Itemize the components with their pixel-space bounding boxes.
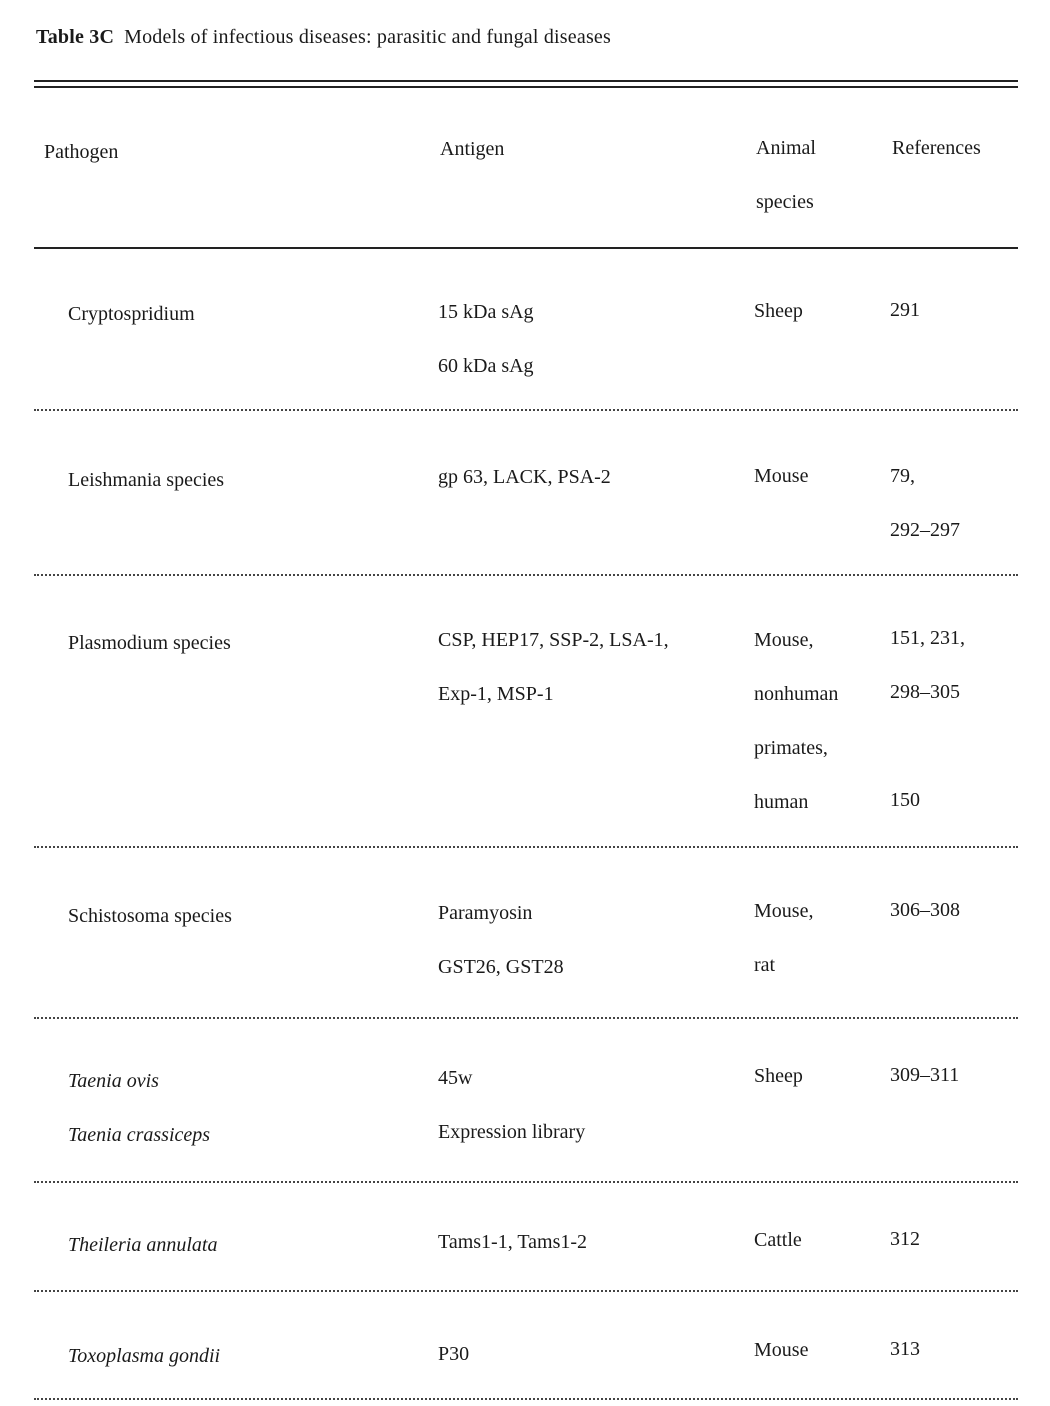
- species-text: Sheep: [754, 1065, 803, 1087]
- row-divider: [34, 1017, 1018, 1019]
- pathogen-name: Leishmania species: [68, 469, 225, 491]
- reference-text: 79,: [890, 465, 915, 487]
- header-species-line1: Animal: [756, 137, 816, 159]
- species-text: Mouse,: [754, 629, 814, 651]
- row-toxoplasma-species: [754, 1323, 884, 1377]
- species-text: nonhuman: [754, 683, 839, 705]
- header-rule: [34, 247, 1018, 249]
- table-title: Models of infectious diseases: parasitic and fungal diseases: [124, 26, 611, 48]
- row-cryptospridium-references: [890, 283, 1030, 337]
- antigen-text: CSP, HEP17, SSP-2, LSA-1,: [438, 629, 669, 651]
- table-caption: [36, 26, 611, 49]
- reference-text: 298–305: [890, 681, 960, 703]
- row-theileria-antigen: [438, 1215, 748, 1269]
- header-antigen: Antigen: [440, 138, 505, 160]
- antigen-text: 15 kDa sAg: [438, 301, 534, 323]
- row-leishmania-pathogen: [68, 453, 418, 507]
- pathogen-name: Taenia ovis: [68, 1070, 159, 1092]
- pathogen-name: Toxoplasma gondii: [68, 1345, 221, 1367]
- row-taenia-references: [890, 1048, 1030, 1102]
- row-schistosoma-pathogen: [68, 889, 418, 943]
- reference-text: 313: [890, 1338, 920, 1360]
- reference-spacer: [890, 719, 1030, 773]
- antigen-text: Exp-1, MSP-1: [438, 683, 554, 705]
- row-leishmania-antigen: [438, 450, 748, 504]
- top-rule-lower: [34, 86, 1018, 88]
- reference-text: 312: [890, 1228, 920, 1250]
- species-text: Mouse,: [754, 900, 814, 922]
- pathogen-name: Schistosoma species: [68, 905, 232, 927]
- species-text: Cattle: [754, 1229, 802, 1251]
- row-cryptospridium-species: [754, 284, 884, 338]
- row-divider: [34, 846, 1018, 848]
- pathogen-name: Plasmodium species: [68, 632, 231, 654]
- antigen-text: P30: [438, 1343, 470, 1365]
- antigen-text: GST26, GST28: [438, 956, 564, 978]
- pathogen-name: Theileria annulata: [68, 1234, 218, 1256]
- row-taenia-antigen: [438, 1051, 748, 1159]
- header-animal-species: [756, 121, 816, 229]
- antigen-text: gp 63, LACK, PSA-2: [438, 466, 611, 488]
- row-leishmania-species: [754, 449, 884, 503]
- reference-text: 292–297: [890, 519, 960, 541]
- antigen-text: 45w: [438, 1067, 473, 1089]
- top-rule-upper: [34, 80, 1018, 82]
- species-text: Mouse: [754, 465, 809, 487]
- row-leishmania-references: [890, 449, 1030, 557]
- species-text: primates,: [754, 737, 828, 759]
- row-plasmodium-pathogen: [68, 616, 418, 670]
- antigen-text: Tams1-1, Tams1-2: [438, 1231, 588, 1253]
- row-toxoplasma-antigen: [438, 1327, 748, 1381]
- species-text: rat: [754, 954, 776, 976]
- row-plasmodium-species: [754, 613, 884, 829]
- reference-text: 151, 231,: [890, 627, 965, 649]
- row-cryptospridium-pathogen: [68, 287, 418, 341]
- row-cryptospridium-antigen: [438, 285, 748, 393]
- reference-text: 309–311: [890, 1064, 960, 1086]
- row-divider: [34, 1290, 1018, 1292]
- reference-text: 306–308: [890, 899, 960, 921]
- row-schistosoma-antigen: [438, 886, 748, 994]
- row-theileria-references: [890, 1212, 1030, 1266]
- species-text: human: [754, 791, 809, 813]
- row-schistosoma-species: [754, 884, 884, 992]
- reference-text: 150: [890, 789, 920, 811]
- header-references: References: [892, 137, 981, 159]
- row-divider: [34, 1181, 1018, 1183]
- row-taenia-species: [754, 1049, 884, 1103]
- row-taenia-pathogen: [68, 1054, 418, 1162]
- row-divider: [34, 1398, 1018, 1400]
- row-plasmodium-antigen: [438, 613, 748, 721]
- species-text: Mouse: [754, 1339, 809, 1361]
- header-pathogen: Pathogen: [44, 141, 119, 163]
- row-theileria-species: [754, 1213, 884, 1267]
- row-toxoplasma-references: [890, 1322, 1030, 1376]
- reference-text: 291: [890, 299, 920, 321]
- row-divider: [34, 409, 1018, 411]
- pathogen-name: Cryptospridium: [68, 303, 195, 325]
- antigen-text: Expression library: [438, 1121, 586, 1143]
- table-number: Table 3C: [36, 26, 115, 48]
- antigen-text: 60 kDa sAg: [438, 355, 534, 377]
- species-text: Sheep: [754, 300, 803, 322]
- row-divider: [34, 574, 1018, 576]
- row-schistosoma-references: [890, 883, 1030, 937]
- row-theileria-pathogen: [68, 1218, 418, 1272]
- row-toxoplasma-pathogen: [68, 1329, 418, 1383]
- pathogen-name: Taenia crassiceps: [68, 1124, 211, 1146]
- row-plasmodium-references: [890, 611, 1030, 827]
- antigen-text: Paramyosin: [438, 902, 533, 924]
- header-species-line2: species: [756, 191, 814, 213]
